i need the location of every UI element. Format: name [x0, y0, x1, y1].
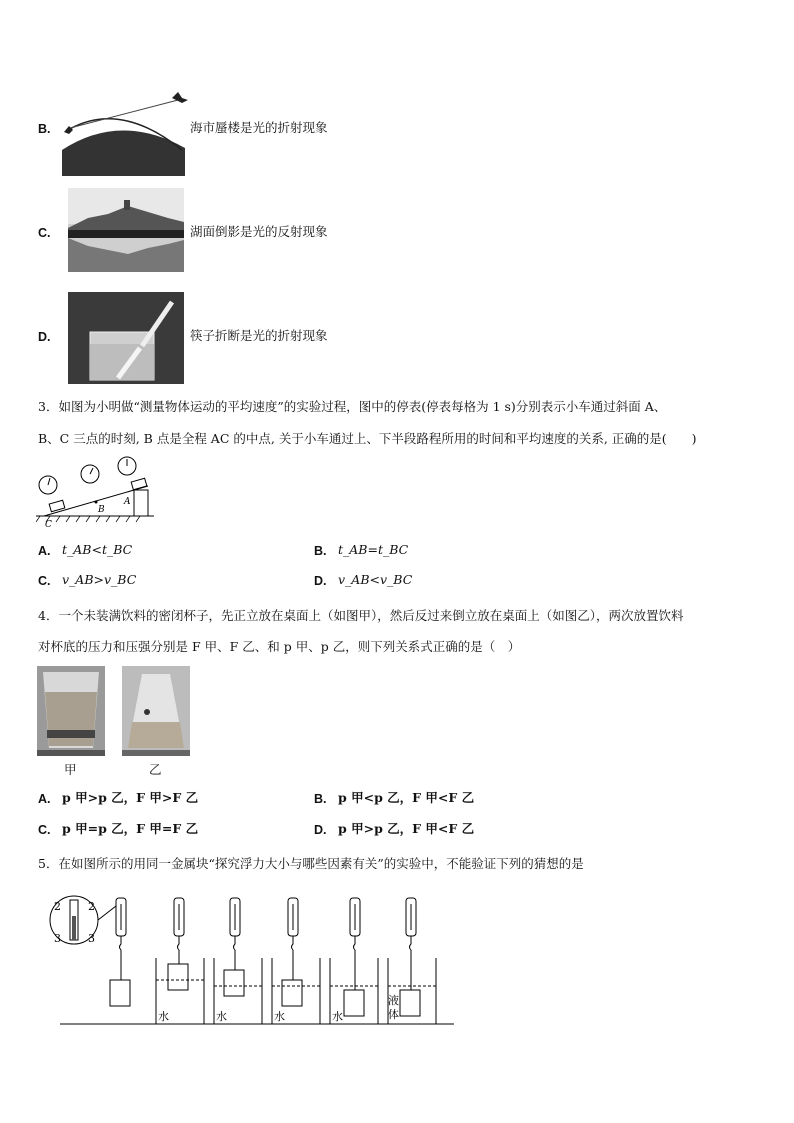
q4-opt-a-text: p 甲>p 乙，F 甲>F 乙 — [62, 790, 199, 805]
q4-opt-d-letter: D. — [314, 823, 327, 837]
q5-line1: 5．在如图所示的用同一金属块“探究浮力大小与哪些因素有关”的实验中，不能验证下列的猜想的是 — [38, 856, 584, 871]
label-c: C — [45, 520, 52, 528]
option-c-text: 湖面倒影是光的反射现象 — [190, 224, 328, 239]
liquid-label-2: 体 — [388, 1008, 399, 1021]
option-c-letter: C. — [38, 226, 51, 240]
q4-opt-a-letter: A. — [38, 792, 51, 806]
scale-tick-2: 2 — [88, 900, 95, 913]
q3-opt-d-letter: D. — [314, 574, 327, 588]
q4-opt-c-letter: C. — [38, 823, 51, 837]
option-d-letter: D. — [38, 330, 51, 344]
q4-line1: 4．一个未装满饮料的密闭杯子，先正立放在桌面上（如图甲），然后反过来倒立放在桌面上（如图乙），两次放置饮料 — [38, 608, 684, 623]
ramp-stopwatch-diagram — [36, 452, 156, 528]
q3-opt-a-letter: A. — [38, 544, 51, 558]
q4-opt-b-text: p 甲<p 乙，F 甲<F 乙 — [338, 790, 475, 805]
cup-inverted-image — [122, 666, 190, 756]
q3-opt-b-letter: B. — [314, 544, 327, 558]
q3-opt-c-letter: C. — [38, 574, 51, 588]
label-b: B — [98, 505, 105, 515]
liquid-label-1: 液 — [388, 994, 399, 1007]
q4-opt-d-text: p 甲>p 乙，F 甲<F 乙 — [338, 821, 475, 836]
q3-opt-c-text: v_AB>v_BC — [62, 572, 137, 587]
lake-reflection-image — [68, 188, 184, 272]
chopstick-glass-image — [68, 292, 184, 384]
q3-opt-a-text: t_AB<t_BC — [62, 542, 133, 557]
scale-tick-1: 2 — [54, 900, 61, 913]
q4-opt-c-text: p 甲=p 乙，F 甲=F 乙 — [62, 821, 199, 836]
cup-caption-yi: 乙 — [149, 762, 162, 777]
cup-upright-image — [37, 666, 105, 756]
label-a: A — [124, 497, 131, 507]
water-label-3: 水 — [274, 1010, 285, 1023]
q4-line2: 对杯底的压力和压强分别是 F 甲、F 乙、和 p 甲、p 乙，则下列关系式正确的是（ ） — [38, 639, 521, 654]
cup-caption-jia: 甲 — [64, 762, 77, 777]
water-label-2: 水 — [216, 1010, 227, 1023]
option-b-text: 海市蜃楼是光的折射现象 — [190, 120, 328, 135]
q3-opt-b-text: t_AB=t_BC — [338, 542, 409, 557]
q3-line2: B、C 三点的时刻, B 点是全程 AC 的中点, 关于小车通过上、下半段路程所用的时间和平均速度的关系, 正确的是( ) — [38, 431, 697, 446]
q3-line1: 3．如图为小明做“测量物体运动的平均速度”的实验过程，图中的停表(停表每格为 1 s)分别表示小车通过斜面 A、 — [38, 399, 667, 414]
mirage-image — [60, 92, 190, 176]
scale-tick-3: 3 — [54, 932, 61, 945]
option-d-text: 筷子折断是光的折射现象 — [190, 328, 328, 343]
water-label-4: 水 — [332, 1010, 343, 1023]
q3-opt-d-text: v_AB<v_BC — [338, 572, 413, 587]
q4-opt-b-letter: B. — [314, 792, 327, 806]
scale-tick-4: 3 — [88, 932, 95, 945]
water-label-1: 水 — [158, 1010, 169, 1023]
option-b-letter: B. — [38, 122, 51, 136]
buoyancy-experiment-diagram — [44, 886, 456, 1030]
